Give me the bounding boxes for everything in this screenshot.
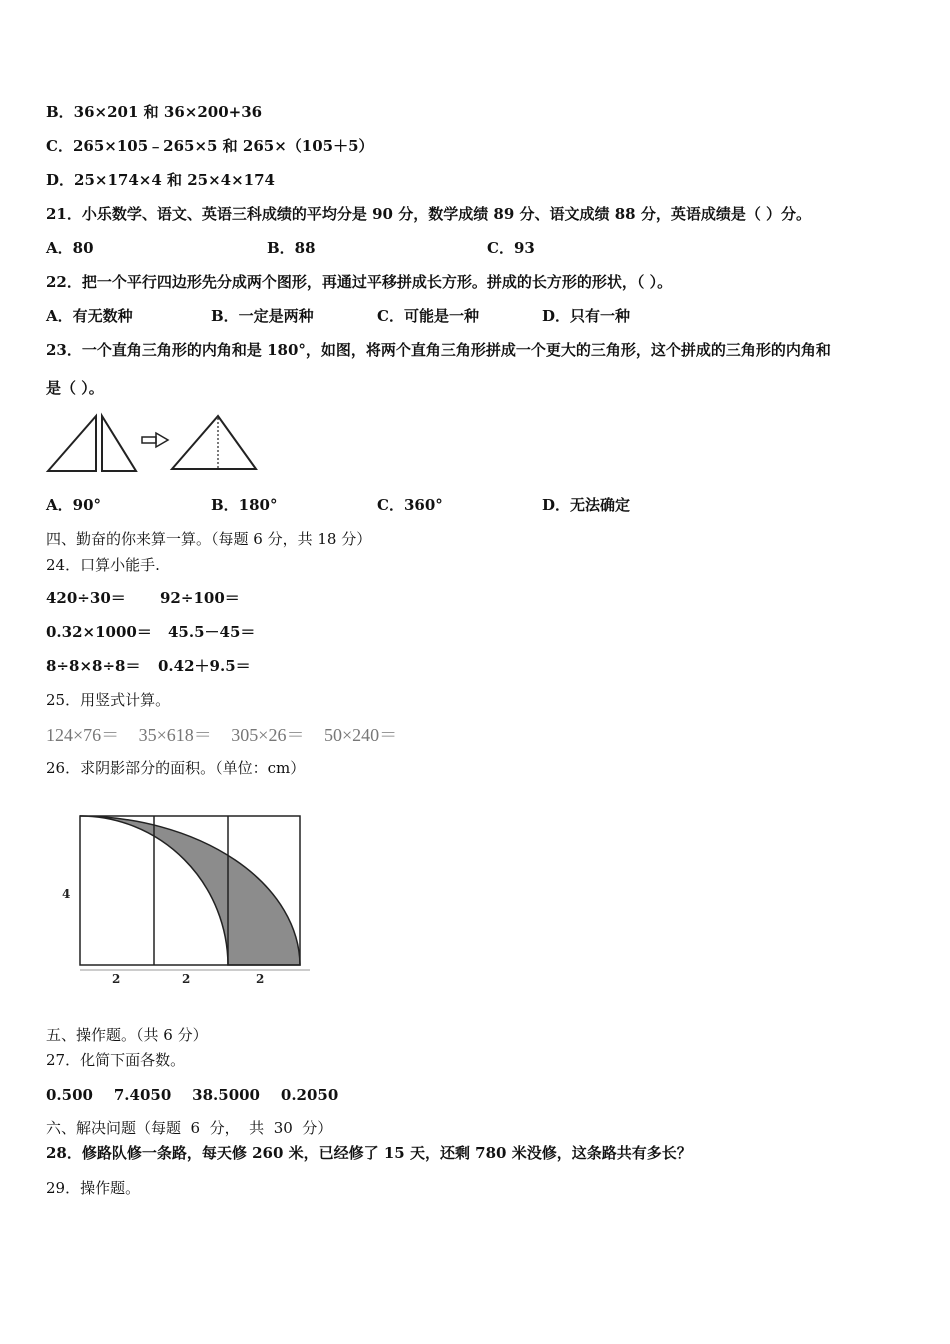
q26-shaded-area-figure	[56, 808, 316, 990]
q23-triangles-figure	[44, 408, 264, 476]
left-right-triangle	[48, 416, 96, 471]
width-label: 2	[112, 972, 121, 986]
q21-option-a: A．80	[46, 239, 94, 257]
q24-expr: 0.32×1000＝	[46, 623, 152, 641]
q23-text-line1: 23．一个直角三角形的内角和是 180°，如图，将两个直角三角形拼成一个更大的三角形，这个拼成的三角形的内角和	[46, 341, 831, 359]
q26-title: 26．求阴影部分的面积。（单位：cm）	[46, 759, 306, 777]
q25-expressions: 124×76＝ 35×618＝ 305×26＝ 50×240＝	[46, 725, 398, 745]
section5-title: 五、操作题。（共 6 分）	[46, 1026, 208, 1044]
q21-text: 21．小乐数学、语文、英语三科成绩的平均分是 90 分，数学成绩 89 分、语文成绩 88 分，英语成绩是（ ）分。	[46, 205, 812, 223]
q23-text-line2: 是（ ）。	[46, 379, 104, 397]
q24-expr: 420÷30＝	[46, 589, 126, 607]
height-label: 4	[62, 887, 71, 901]
q21-option-b: B．88	[267, 239, 316, 257]
width-label: 2	[256, 972, 265, 986]
q29-text: 29．操作题。	[46, 1179, 141, 1197]
right-right-triangle	[102, 416, 136, 471]
q22-option-a: A．有无数种	[46, 307, 133, 325]
q21-option-c: C．93	[487, 239, 535, 257]
q24-expr: 92÷100＝	[160, 589, 240, 607]
q25-title: 25．用竖式计算。	[46, 691, 171, 709]
section6-title: 六、解决问题（每题 6 分， 共 30 分）	[46, 1119, 333, 1137]
q22-text: 22．把一个平行四边形先分成两个图形，再通过平移拼成长方形。拼成的长方形的形状，（ ）。	[46, 273, 673, 291]
section4-title: 四、勤奋的你来算一算。（每题 6 分，共 18 分）	[46, 530, 372, 548]
q20-option-d: D．25×174×4 和 25×4×174	[46, 171, 275, 189]
q24-title: 24．口算小能手.	[46, 556, 160, 574]
shaded-region	[80, 816, 300, 965]
arrow-icon	[142, 433, 168, 447]
q20-option-c: C．265×105﹣265×5 和 265×（105＋5）	[46, 137, 374, 155]
q24-expr: 0.42＋9.5＝	[158, 657, 251, 675]
q28-text: 28．修路队修一条路，每天修 260 米，已经修了 15 天，还剩 780 米没修，这条路共有多长？	[46, 1144, 692, 1162]
q23-option-c: C．360°	[377, 496, 443, 514]
q23-option-b: B．180°	[211, 496, 278, 514]
q27-numbers: 0.500 7.4050 38.5000 0.2050	[46, 1086, 339, 1104]
q23-option-a: A．90°	[46, 496, 102, 514]
width-label: 2	[182, 972, 191, 986]
q24-expr: 45.5－45＝	[168, 623, 256, 641]
q22-option-d: D．只有一种	[542, 307, 631, 325]
q23-option-d: D．无法确定	[542, 496, 631, 514]
combined-triangle	[172, 416, 256, 469]
q20-option-b: B．36×201 和 36×200+36	[46, 103, 263, 121]
q22-option-b: B．一定是两种	[211, 307, 314, 325]
q24-expr: 8÷8×8÷8＝	[46, 657, 141, 675]
q22-option-c: C．可能是一种	[377, 307, 479, 325]
q27-title: 27．化简下面各数。	[46, 1051, 186, 1069]
